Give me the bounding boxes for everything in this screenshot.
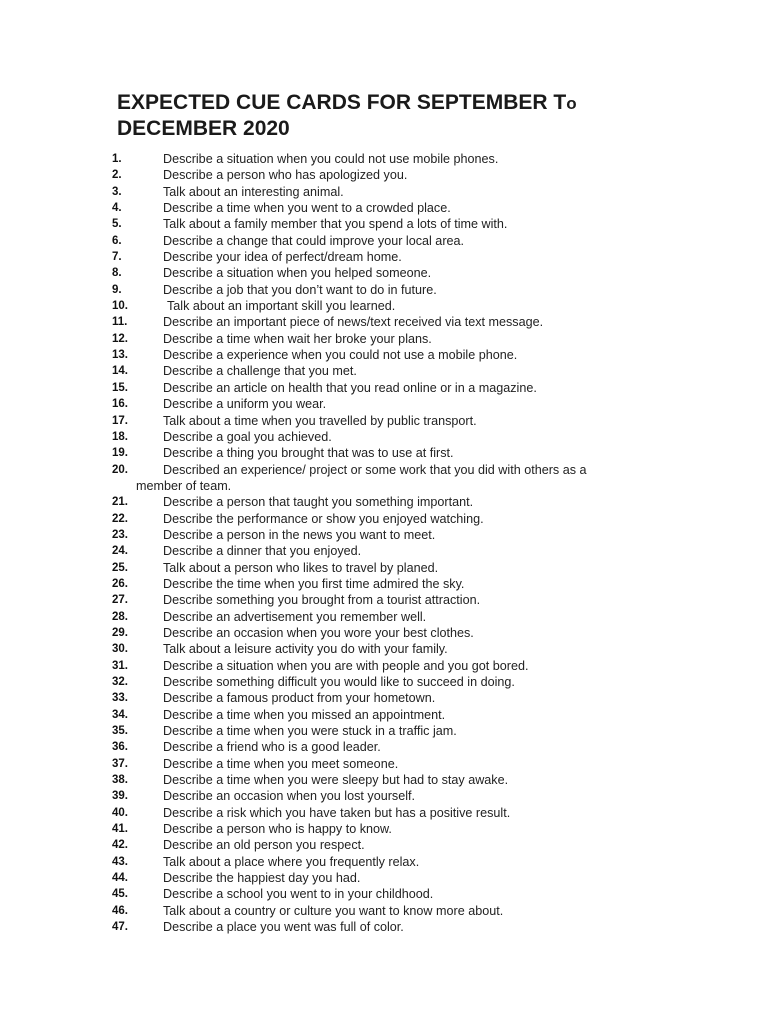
list-item [0,707,768,723]
item-number: 16. [112,398,128,411]
document-title [117,90,677,141]
item-text: Describe the performance or show you enjoyed watching. [163,511,484,526]
item-text: Describe a change that could improve your local area. [163,233,465,248]
item-text: Describe a risk which you have taken but has a positive result. [163,805,511,820]
list-item [0,674,768,690]
list-item [0,233,768,249]
list-item [0,854,768,870]
list-item [0,723,768,739]
list-item [0,886,768,902]
list-item [0,413,768,429]
item-number: 19. [112,447,128,460]
item-number: 20. [112,463,128,476]
item-number: 15. [112,381,128,394]
list-item [0,592,768,608]
item-number: 24. [112,545,128,558]
list-item [0,298,768,314]
item-number: 11. [112,316,128,329]
list-item [0,641,768,657]
item-number: 22. [112,512,128,525]
item-text: Describe something difficult you would like to succeed in doing. [163,675,515,689]
item-text: Talk about a place where you frequently relax. [163,854,420,869]
item-text: Describe a person who has apologized you. [163,168,408,183]
item-text: Talk about a leisure activity you do with your family. [163,642,448,657]
list-item [0,151,768,167]
list-item [0,511,768,527]
list-item [0,527,768,543]
list-item [0,216,768,232]
item-text: Describe a friend who is a good leader. [163,740,381,755]
list-item [0,609,768,625]
item-text: Describe something you brought from a tourist attraction. [163,593,481,608]
item-number: 41. [112,823,128,836]
list-item [0,184,768,200]
item-text: Describe your idea of perfect/dream home. [163,250,402,265]
item-number: 26. [112,577,128,590]
item-text: Describe a challenge that you met. [163,364,357,379]
item-number: 34. [112,708,128,721]
item-number: 37. [112,757,128,770]
list-item [0,462,768,495]
list-item [0,282,768,298]
list-item [0,821,768,837]
item-text: Describe a experience when you could not use a mobile phone. [163,348,518,363]
item-text: Describe a time when you missed an appointment. [163,707,446,722]
list-item [0,331,768,347]
list-item [0,837,768,853]
list-item [0,870,768,886]
item-number: 21. [112,496,128,509]
cue-card-list [0,151,768,936]
list-item [0,625,768,641]
list-item [0,805,768,821]
item-text: Describe a goal you achieved. [163,429,332,444]
list-item [0,788,768,804]
list-item [0,919,768,935]
item-text: Talk about an important skill you learned. [167,299,396,314]
list-item [0,314,768,330]
item-number: 2. [112,169,122,182]
item-number: 29. [112,626,128,639]
list-item [0,380,768,396]
title-line-1: EXPECTED CUE CARDS FOR SEPTEMBER T [117,91,567,114]
item-number: 13. [112,349,128,362]
item-text: Talk about an interesting animal. [163,184,344,199]
item-text: Describe an advertisement you remember well. [163,609,427,624]
item-number: 46. [112,904,128,917]
item-text-continuation: member of team. [136,478,232,493]
item-number: 45. [112,888,128,901]
item-text: Describe a time when wait her broke your plans. [163,331,432,346]
item-number: 9. [112,283,122,296]
item-text: Describe a time when you went to a crowded place. [163,201,451,216]
item-number: 30. [112,643,128,656]
item-number: 17. [112,414,128,427]
item-text: Describe a famous product from your hometown. [163,691,436,706]
item-text: Describe the time when you first time admired the sky. [163,576,465,591]
list-item [0,445,768,461]
list-item [0,347,768,363]
list-item [0,543,768,559]
item-number: 36. [112,741,128,754]
item-number: 38. [112,774,128,787]
list-item [0,690,768,706]
list-item [0,739,768,755]
item-text: Talk about a country or culture you want to know more about. [163,903,504,918]
item-text: Describe a situation when you could not use mobile phones. [163,152,499,166]
item-text: Describe a person who is happy to know. [163,822,392,837]
item-number: 31. [112,659,128,672]
item-text: Describe an occasion when you wore your best clothes. [163,625,474,640]
item-text: Describe an old person you respect. [163,838,365,853]
item-text: Describe a time when you meet someone. [163,756,399,771]
item-number: 6. [112,234,122,247]
item-number: 39. [112,790,128,803]
item-number: 25. [112,561,128,574]
item-number: 47. [112,921,128,934]
item-text: Describe a time when you were stuck in a traffic jam. [163,724,457,739]
list-item [0,658,768,674]
list-item [0,167,768,183]
list-item [0,756,768,772]
item-number: 23. [112,528,128,541]
item-number: 43. [112,855,128,868]
item-number: 28. [112,610,128,623]
item-number: 27. [112,594,128,607]
item-number: 8. [112,267,122,280]
item-number: 14. [112,365,128,378]
item-text: Talk about a time when you travelled by public transport. [163,413,477,428]
item-number: 44. [112,872,128,885]
item-number: 4. [112,202,122,215]
title-line-2: DECEMBER 2020 [117,117,290,140]
item-text: Describe a person that taught you something important. [163,495,474,510]
item-number: 3. [112,185,122,198]
list-item [0,560,768,576]
item-number: 7. [112,251,122,264]
list-item [0,363,768,379]
item-number: 10. [112,300,128,313]
list-item [0,772,768,788]
item-number: 12. [112,332,128,345]
item-number: 33. [112,692,128,705]
item-text: Talk about a family member that you spend a lots of time with. [163,217,508,232]
item-text: Describe an occasion when you lost yourself. [163,789,416,804]
item-text: Describe a uniform you wear. [163,397,327,412]
item-number: 35. [112,725,128,738]
item-number: 18. [112,430,128,443]
list-item [0,396,768,412]
item-text: Describe a school you went to in your childhood. [163,887,434,902]
item-text: Describe a time when you were sleepy but had to stay awake. [163,773,509,788]
item-number: 1. [112,153,122,165]
title-small-letter: o [566,94,577,113]
item-text: Describe a place you went was full of color. [163,920,404,935]
item-text: Describe a dinner that you enjoyed. [163,544,362,559]
list-item [0,903,768,919]
list-item [0,429,768,445]
item-text: Describe a job that you don’t want to do in future. [163,282,437,297]
item-text: Describe a situation when you are with people and you got bored. [163,658,529,673]
list-item [0,249,768,265]
item-text: Describe a person in the news you want to meet. [163,527,436,542]
item-text: Describe a situation when you helped someone. [163,266,432,281]
item-number: 40. [112,806,128,819]
item-text: Describe the happiest day you had. [163,871,361,886]
item-number: 5. [112,218,122,231]
list-item [0,265,768,281]
item-number: 32. [112,676,128,688]
item-number: 42. [112,839,128,852]
item-text: Talk about a person who likes to travel by planed. [163,560,439,575]
list-item [0,576,768,592]
item-text: Described an experience/ project or some work that you did with others as a [163,462,587,477]
item-text: Describe a thing you brought that was to use at first. [163,446,454,461]
list-item [0,200,768,216]
item-text: Describe an article on health that you read online or in a magazine. [163,380,537,395]
item-text: Describe an important piece of news/text received via text message. [163,315,544,330]
list-item [0,494,768,510]
